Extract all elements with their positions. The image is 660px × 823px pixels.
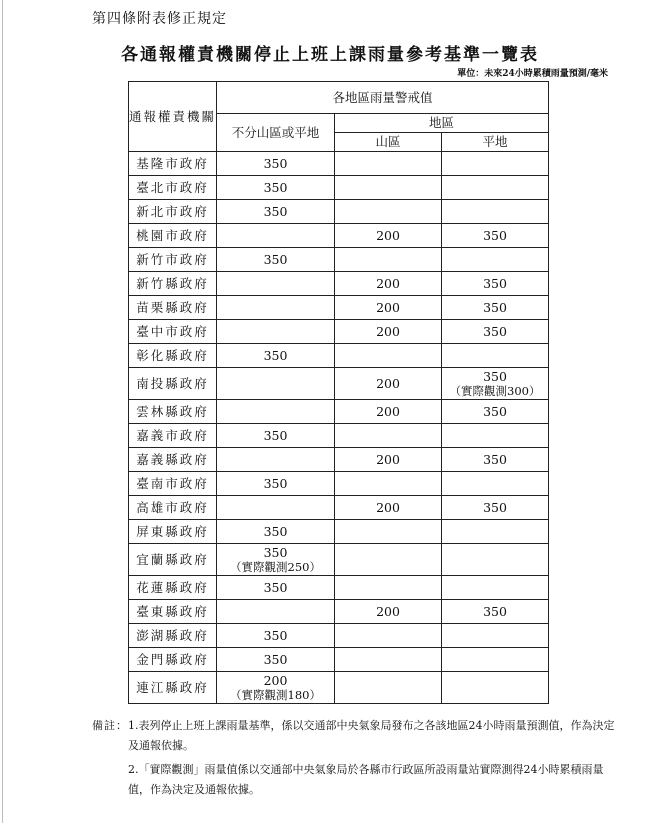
table-row (129, 448, 549, 472)
any-area-cell-value: 350 (263, 427, 288, 443)
mountain-cell (335, 424, 442, 448)
mountain-cell (335, 520, 442, 544)
any-area-cell-observed-note: （實際觀測250） (230, 559, 321, 574)
plain-cell (442, 320, 549, 344)
agency-cell-value: 基隆市政府 (136, 155, 209, 171)
agency-cell-value: 臺東縣政府 (136, 603, 209, 619)
mountain-cell (335, 224, 442, 248)
agency-cell-value: 新竹市政府 (136, 251, 209, 267)
plain-cell (442, 400, 549, 424)
agency-cell (129, 448, 217, 472)
any-area-cell (217, 224, 335, 248)
table-row (129, 368, 549, 400)
header-warning-values: 各地區雨量警戒值 (217, 82, 549, 114)
table-row (129, 624, 549, 648)
plain-cell (442, 296, 549, 320)
agency-cell-value: 臺中市政府 (136, 323, 209, 339)
any-area-cell (217, 600, 335, 624)
plain-cell (442, 368, 549, 400)
plain-cell (442, 248, 549, 272)
mountain-cell-value: 200 (376, 603, 400, 619)
unit-note: 單位：未來24小時累積雨量預測/毫米 (457, 69, 608, 79)
mountain-cell (335, 448, 442, 472)
plain-cell-value: 350 (483, 403, 507, 419)
mountain-cell (335, 344, 442, 368)
agency-cell-value: 桃園市政府 (136, 227, 209, 243)
agency-cell (129, 344, 217, 368)
header-agency: 通報權責機關 (129, 82, 217, 152)
any-area-cell (217, 248, 335, 272)
agency-cell-value: 彰化縣政府 (136, 347, 209, 363)
note-text-2: 2.「實際觀測」雨量值係以交通部中央氣象局於各縣市行政區所設雨量站實際測得24小時累積雨量值，作為決定及通報依據。 (128, 763, 604, 796)
any-area-cell (217, 400, 335, 424)
plain-cell (442, 600, 549, 624)
mountain-cell (335, 400, 442, 424)
agency-cell (129, 496, 217, 520)
any-area-cell (217, 424, 335, 448)
agency-cell (129, 544, 217, 576)
note-text-1: 1.表列停止上班上課雨量基準，係以交通部中央氣象局發布之各該地區24小時雨量預測值，作為決定及通報依據。 (128, 719, 615, 752)
any-area-cell-value: 350 (263, 523, 288, 539)
mountain-cell (335, 624, 442, 648)
agency-cell (129, 624, 217, 648)
any-area-cell (217, 544, 335, 576)
agency-cell (129, 368, 217, 400)
agency-cell (129, 400, 217, 424)
agency-cell-value: 嘉義市政府 (136, 427, 209, 443)
plain-cell (442, 472, 549, 496)
plain-cell (442, 520, 549, 544)
agency-cell (129, 648, 217, 672)
any-area-cell (217, 296, 335, 320)
plain-cell-value: 350 (483, 323, 507, 339)
agency-cell (129, 152, 217, 176)
agency-cell-value: 連江縣政府 (136, 679, 209, 695)
any-area-cell-value: 350 (263, 475, 288, 491)
table-row (129, 296, 549, 320)
agency-cell-value: 苗栗縣政府 (136, 299, 209, 315)
agency-cell (129, 200, 217, 224)
plain-cell (442, 344, 549, 368)
any-area-cell-value: 350 (263, 544, 288, 560)
mountain-cell-value: 200 (376, 499, 400, 515)
agency-cell-value: 雲林縣政府 (136, 403, 209, 419)
mountain-cell (335, 248, 442, 272)
plain-cell (442, 448, 549, 472)
table-row (129, 248, 549, 272)
mountain-cell (335, 296, 442, 320)
table-row (129, 424, 549, 448)
agency-cell-value: 屏東縣政府 (136, 523, 209, 539)
any-area-cell (217, 624, 335, 648)
mountain-cell-value: 200 (376, 375, 400, 391)
agency-cell (129, 600, 217, 624)
mountain-cell (335, 544, 442, 576)
agency-cell (129, 176, 217, 200)
any-area-cell (217, 320, 335, 344)
agency-cell-value: 臺北市政府 (136, 179, 209, 195)
note-item (92, 760, 622, 800)
header-plain: 平地 (442, 133, 549, 152)
mountain-cell-value: 200 (376, 299, 400, 315)
plain-cell-value: 350 (483, 451, 507, 467)
plain-cell (442, 200, 549, 224)
any-area-cell-value: 350 (263, 347, 288, 363)
any-area-cell-value: 350 (263, 579, 288, 595)
table-row (129, 520, 549, 544)
plain-cell (442, 544, 549, 576)
table-title: 各通報權責機關停止上班上課雨量參考基準一覽表 (121, 45, 539, 65)
plain-cell-value: 350 (483, 368, 507, 384)
mountain-cell (335, 496, 442, 520)
mountain-cell-value: 200 (376, 227, 400, 243)
table-row (129, 648, 549, 672)
plain-cell (442, 176, 549, 200)
mountain-cell-value: 200 (376, 403, 400, 419)
plain-cell-value: 350 (483, 275, 507, 291)
any-area-cell (217, 472, 335, 496)
agency-cell-value: 臺南市政府 (136, 475, 209, 491)
agency-cell (129, 672, 217, 704)
plain-cell-observed-note: （實際觀測300） (449, 383, 541, 398)
any-area-cell (217, 200, 335, 224)
header-any-area: 不分山區或平地 (217, 114, 335, 152)
table-row (129, 200, 549, 224)
agency-cell-value: 金門縣政府 (136, 651, 209, 667)
notes-label: 備註： (92, 719, 128, 732)
mountain-cell (335, 272, 442, 296)
any-area-cell (217, 368, 335, 400)
mountain-cell (335, 368, 442, 400)
mountain-cell-value: 200 (376, 323, 400, 339)
mountain-cell (335, 152, 442, 176)
header-area: 地區 (335, 114, 549, 133)
table-row (129, 496, 549, 520)
agency-cell (129, 472, 217, 496)
plain-cell-value: 350 (483, 603, 507, 619)
any-area-cell (217, 176, 335, 200)
plain-cell (442, 648, 549, 672)
mountain-cell (335, 200, 442, 224)
table-row (129, 224, 549, 248)
plain-cell (442, 152, 549, 176)
plain-cell (442, 496, 549, 520)
any-area-cell-value: 350 (263, 251, 288, 267)
plain-cell (442, 672, 549, 704)
agency-cell (129, 520, 217, 544)
any-area-cell (217, 672, 335, 704)
any-area-cell (217, 272, 335, 296)
plain-cell (442, 624, 549, 648)
agency-cell (129, 224, 217, 248)
any-area-cell (217, 496, 335, 520)
any-area-cell (217, 448, 335, 472)
agency-cell (129, 272, 217, 296)
table-row (129, 472, 549, 496)
agency-cell-value: 新竹縣政府 (136, 275, 209, 291)
table-row (129, 344, 549, 368)
agency-cell-value: 宜蘭縣政府 (136, 551, 209, 567)
any-area-cell-value: 350 (263, 651, 288, 667)
plain-cell (442, 272, 549, 296)
table-row (129, 600, 549, 624)
mountain-cell (335, 176, 442, 200)
any-area-cell-observed-note: （實際觀測180） (230, 687, 321, 702)
any-area-cell-value: 350 (263, 203, 288, 219)
table-row (129, 672, 549, 704)
agency-cell (129, 424, 217, 448)
agency-cell-value: 澎湖縣政府 (136, 627, 209, 643)
agency-cell-value: 南投縣政府 (136, 375, 209, 391)
any-area-cell-value: 350 (263, 155, 288, 171)
any-area-cell (217, 648, 335, 672)
table-row (129, 544, 549, 576)
agency-cell-value: 高雄市政府 (136, 499, 209, 515)
agency-cell-value: 花蓮縣政府 (136, 579, 209, 595)
agency-cell-value: 嘉義縣政府 (136, 451, 209, 467)
mountain-cell (335, 600, 442, 624)
any-area-cell (217, 576, 335, 600)
mountain-cell (335, 672, 442, 704)
rainfall-threshold-table (128, 81, 549, 704)
table-row (129, 272, 549, 296)
page-edge-line (2, 0, 3, 823)
mountain-cell (335, 472, 442, 496)
mountain-cell (335, 648, 442, 672)
plain-cell-value: 350 (483, 227, 507, 243)
agency-cell (129, 296, 217, 320)
agency-cell-value: 新北市政府 (136, 203, 209, 219)
table-row (129, 152, 549, 176)
mountain-cell (335, 320, 442, 344)
table-row (129, 320, 549, 344)
agency-cell (129, 320, 217, 344)
any-area-cell-value: 350 (263, 627, 288, 643)
agency-cell (129, 576, 217, 600)
note-item (92, 716, 622, 756)
section-heading: 第四條附表修正規定 (92, 11, 227, 27)
mountain-cell-value: 200 (376, 275, 400, 291)
any-area-cell-value: 350 (263, 179, 288, 195)
mountain-cell (335, 576, 442, 600)
notes-section (92, 716, 622, 800)
plain-cell (442, 576, 549, 600)
mountain-cell-value: 200 (376, 451, 400, 467)
table-row (129, 400, 549, 424)
plain-cell (442, 224, 549, 248)
table-row (129, 576, 549, 600)
any-area-cell (217, 520, 335, 544)
any-area-cell-value: 200 (263, 672, 288, 688)
table-row (129, 176, 549, 200)
plain-cell-value: 350 (483, 299, 507, 315)
plain-cell (442, 424, 549, 448)
any-area-cell (217, 152, 335, 176)
header-mountain: 山區 (335, 133, 442, 152)
plain-cell-value: 350 (483, 499, 507, 515)
any-area-cell (217, 344, 335, 368)
agency-cell (129, 248, 217, 272)
